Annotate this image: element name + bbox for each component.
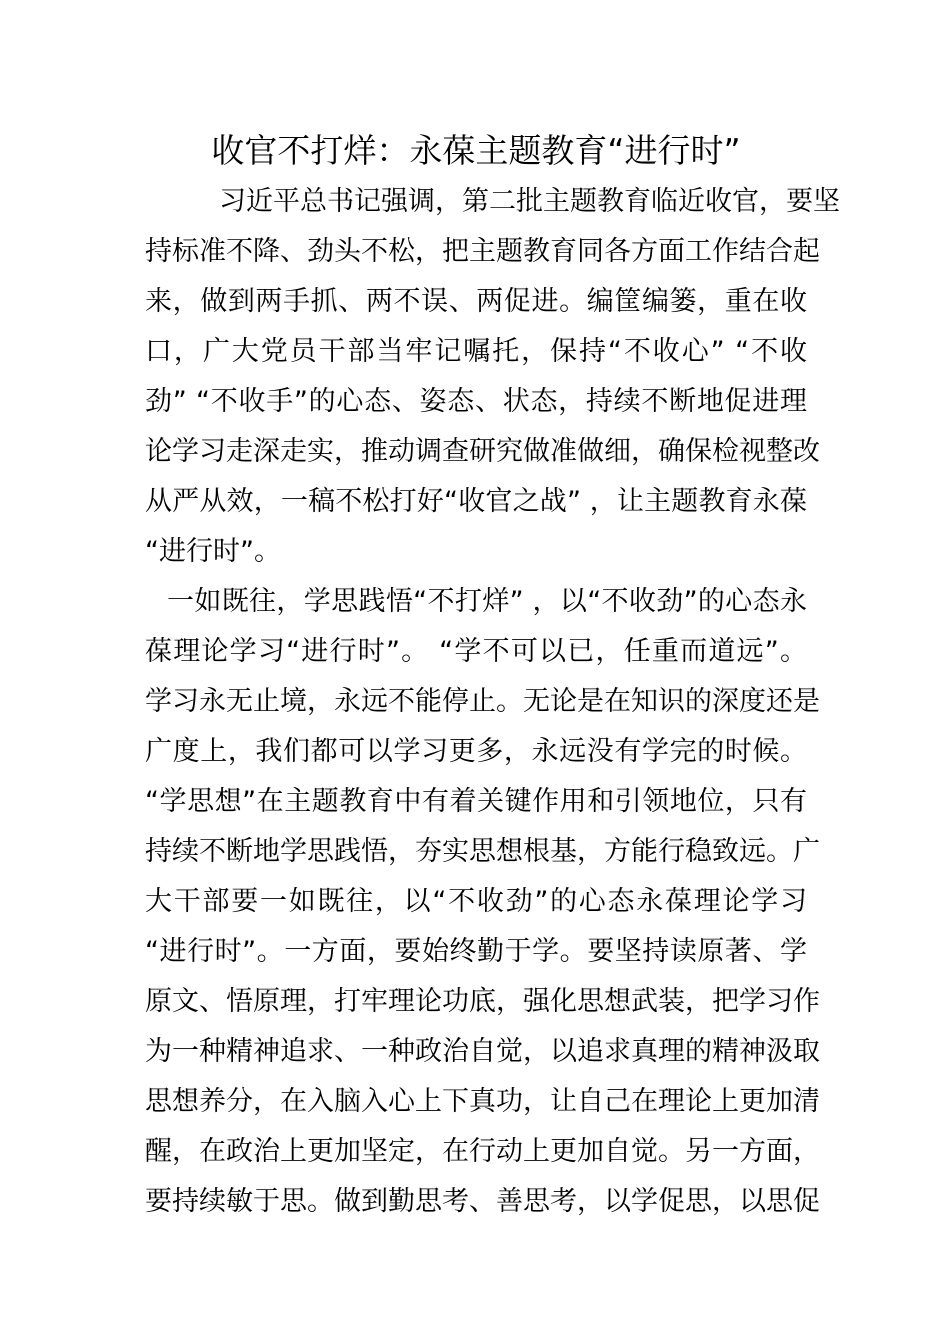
paragraph-2-line-7: 大干部要一如既往，以“不收劲”的心态永葆理论学习 [145,886,807,917]
paragraph-2-line-9: 原文、悟原理，打牢理论功底，强化思想武装，把学习作 [145,986,820,1017]
paragraph-1-line-8: “进行时”。 [145,536,281,567]
article-body [145,177,840,1227]
paragraph-2-line-10: 为一种精神追求、一种政治自觉，以追求真理的精神汲取 [145,1036,820,1067]
paragraph-1-line-5: 劲” “不收手”的心态、姿态、状态，持续不断地促进理 [145,386,807,417]
paragraph-2-line-4: 广度上，我们都可以学习更多，永远没有学完的时候。 [145,736,807,767]
paragraph-1-line-3: 来，做到两手抓、两不误、两促进。编筐编篓，重在收 [145,286,807,317]
paragraph-2-line-6: 持续不断地学思践悟，夯实思想根基，方能行稳致远。广 [145,836,820,867]
page-title: 收官不打烊：永葆主题教育“进行时” [211,131,741,170]
paragraph-2-line-1: 一如既往，学思践悟“不打烊” ，以“不收劲”的心态永 [167,586,807,617]
paragraph-2-line-13: 要持续敏于思。做到勤思考、善思考，以学促思，以思促 [145,1186,820,1217]
paragraph-2-line-12: 醒，在政治上更加坚定，在行动上更加自觉。另一方面， [145,1136,820,1167]
paragraph-2-line-8: “进行时”。一方面，要始终勤于学。要坚持读原著、学 [145,936,807,967]
paragraph-1-line-4: 口，广大党员干部当牢记嘱托，保持“不收心” “不收 [145,336,807,367]
paragraph-1-line-1: 习近平总书记强调，第二批主题教育临近收官，要坚 [219,186,840,217]
paragraph-2-line-3: 学习永无止境，永远不能停止。无论是在知识的深度还是 [145,686,820,717]
paragraph-1-line-6: 论学习走深走实，推动调查研究做准做细，确保检视整改 [145,436,820,467]
paragraph-1-line-2: 持标准不降、劲头不松，把主题教育同各方面工作结合起 [145,236,820,267]
paragraph-2-line-5: “学思想”在主题教育中有着关键作用和引领地位，只有 [145,786,807,817]
paragraph-2-line-11: 思想养分，在入脑入心上下真功，让自己在理论上更加清 [145,1086,820,1117]
paragraph-1-line-7: 从严从效，一稿不松打好“收官之战” ，让主题教育永葆 [145,486,807,517]
paragraph-2-line-2: 葆理论学习“进行时”。 “学不可以已，任重而道远”。 [145,636,807,667]
